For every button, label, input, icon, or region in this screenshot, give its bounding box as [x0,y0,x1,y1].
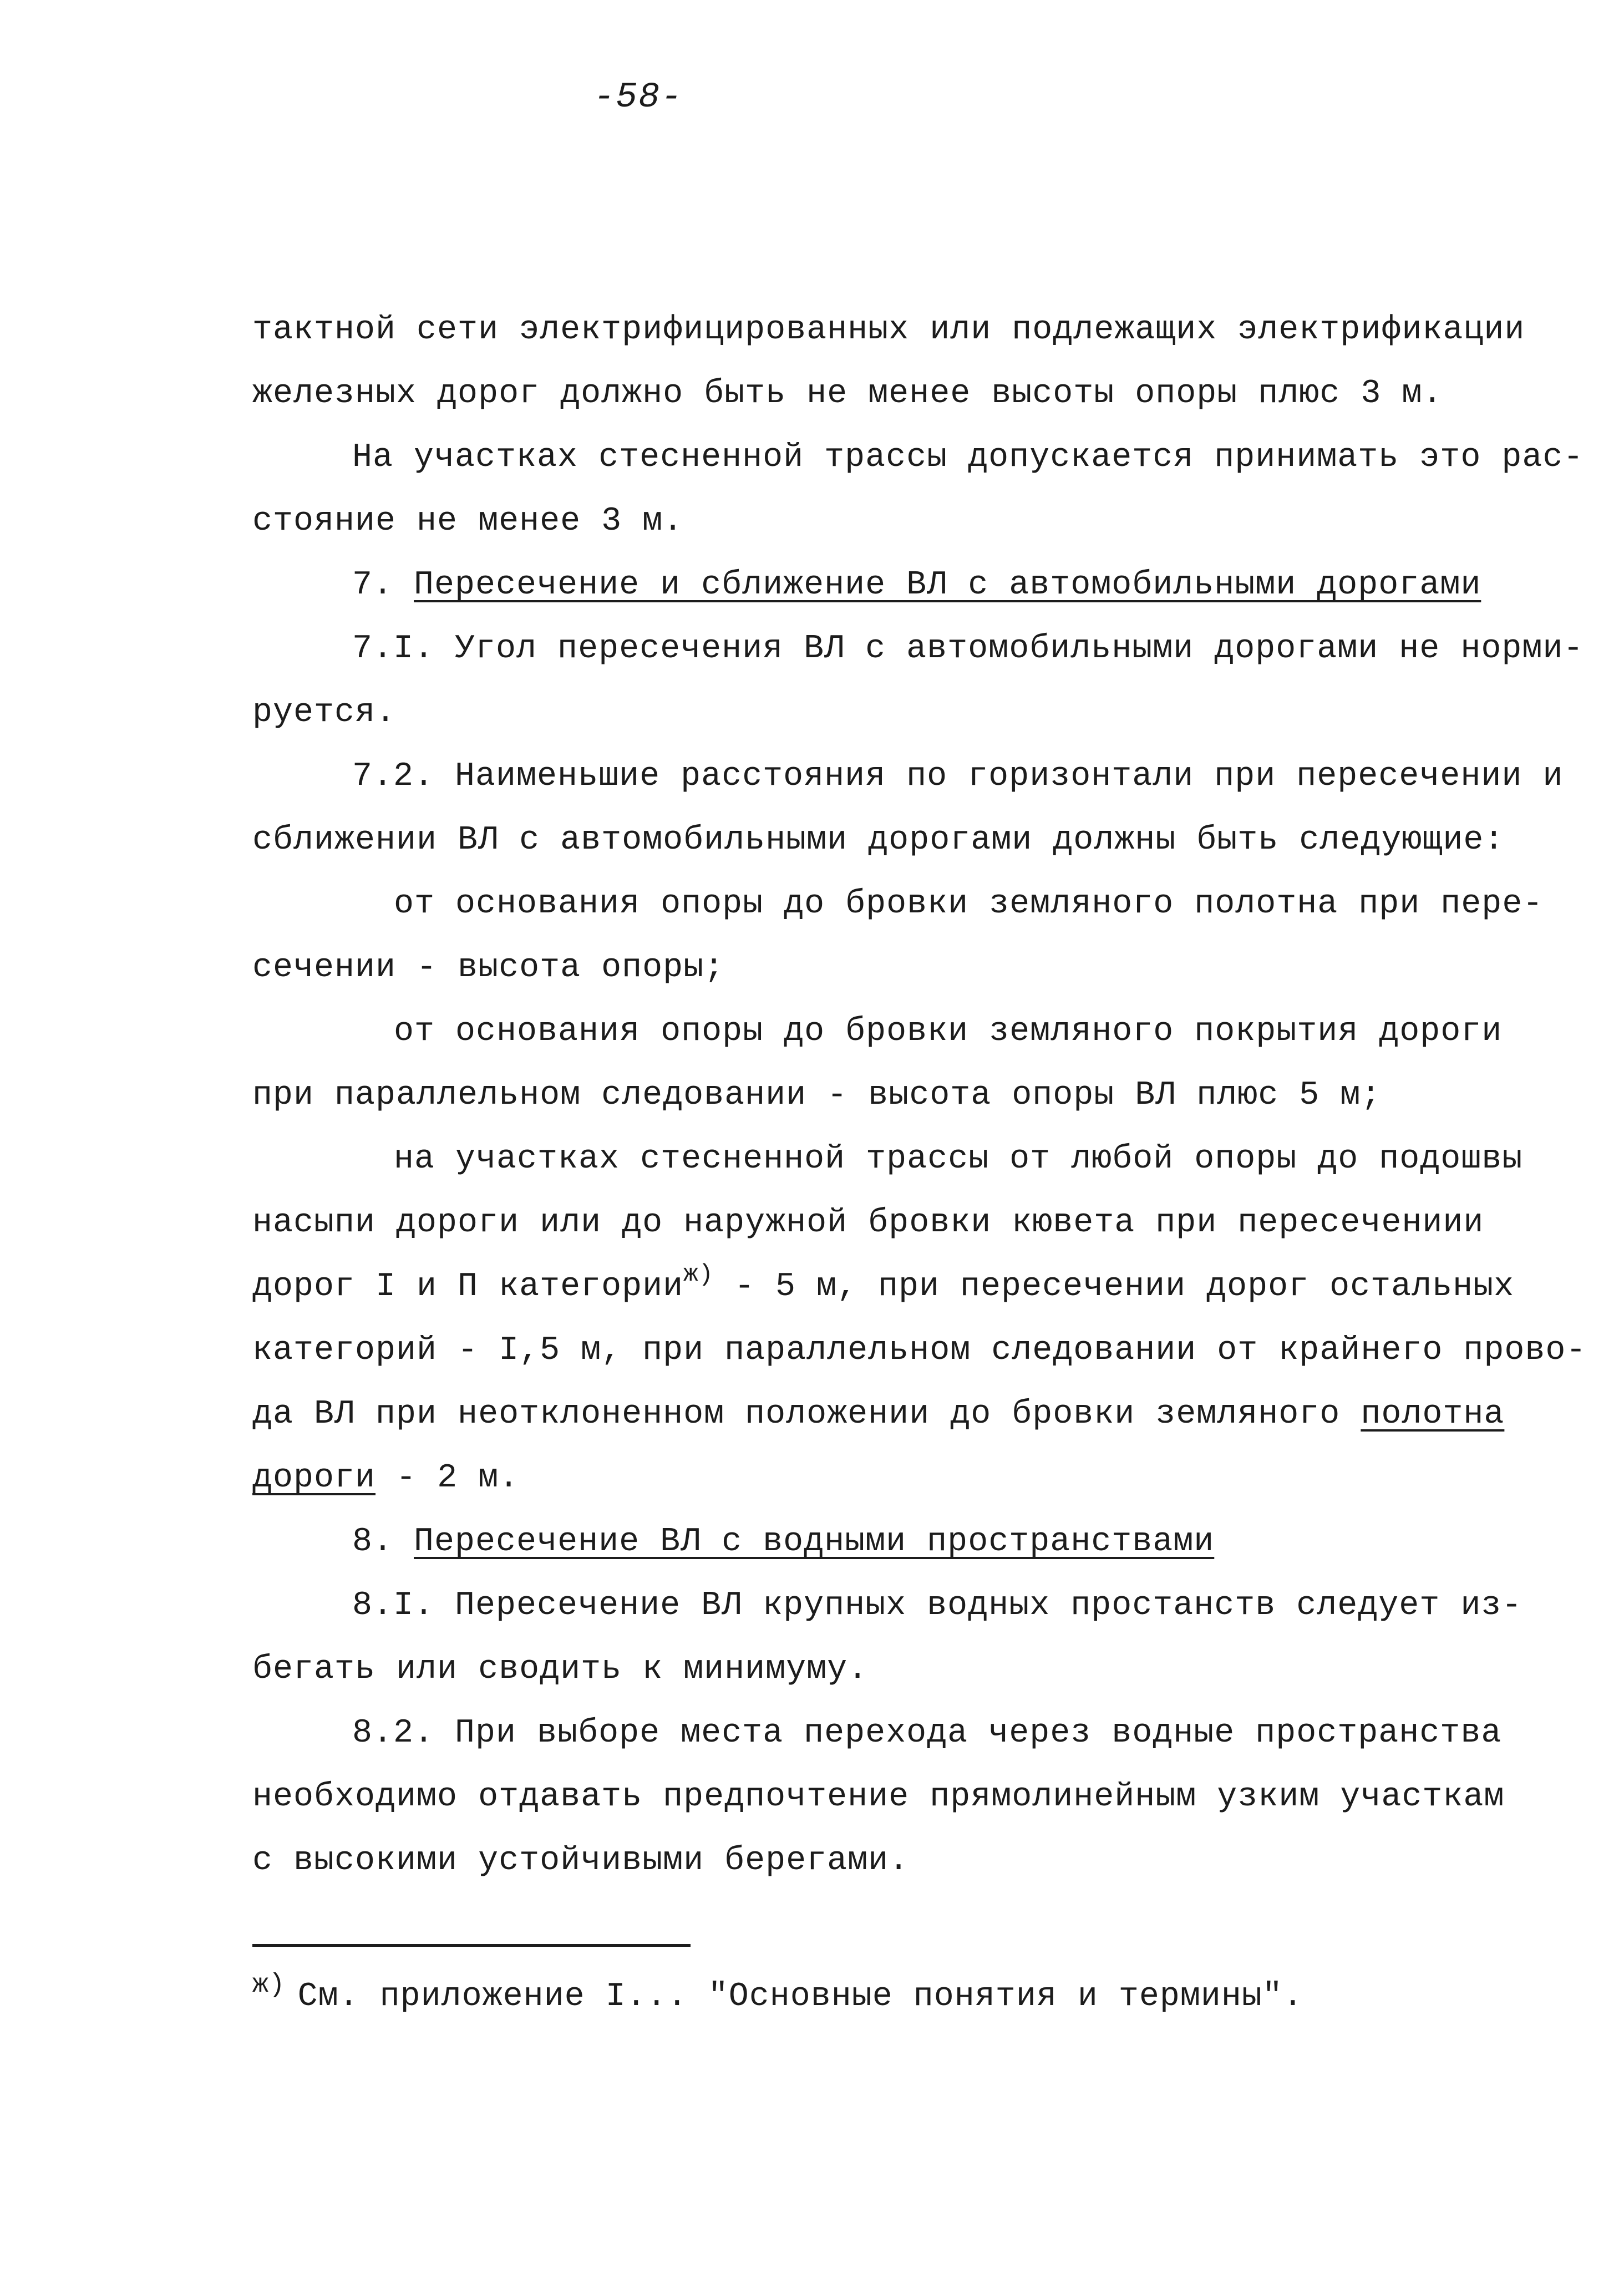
text-line: стояние не менее 3 м. [252,503,684,540]
footnote-reference: ж) [683,1261,714,1288]
section-7-title: Пересечение и сближение ВЛ с автомобильными дорогами [414,566,1481,604]
text-line: необходимо отдавать предпочтение прямолинейным узким участкам [252,1778,1505,1816]
text-line: руется. [252,694,397,732]
underlined-fragment: полотна [1361,1395,1505,1433]
text-line: 7.I. Угол пересечения ВЛ с автомобильными дорогами не норми- [352,630,1584,668]
section-8-heading [352,1520,1214,1564]
text-line: 8.I. Пересечение ВЛ крупных водных простанств следует из- [352,1587,1522,1625]
text-line: с высокими устойчивыми берегами. [252,1842,910,1880]
text-line: на участках стесненной трассы от любой опоры до подошвы [394,1140,1523,1178]
text-line: тактной сети электрифицированных или подлежащих электрификации [252,311,1525,349]
text-line: насыпи дороги или до наружной бровки кювета при пересечениии [252,1204,1484,1242]
text-line [252,1261,1515,1311]
footnote-rule [252,1944,691,1947]
footnote [252,1970,1303,2021]
text-line: от основания опоры до бровки земляного полотна при пере- [394,885,1544,923]
text-fragment: да ВЛ при неотклоненном положении до бровки земляного [252,1395,1361,1433]
footnote-mark: ж) [252,1970,286,2000]
text-line: от основания опоры до бровки земляного покрытия дороги [394,1013,1503,1050]
text-fragment: - 2 м. [375,1459,520,1497]
text-line: при параллельном следовании - высота опоры ВЛ плюс 5 м; [252,1077,1382,1114]
text-line [252,1456,519,1500]
section-7-heading [352,563,1481,607]
footnote-text: См. приложение I... "Основные понятия и термины". [297,1978,1303,2016]
text-line: категорий - I,5 м, при параллельном следовании от крайнего прово- [252,1332,1587,1369]
underlined-fragment: дороги [252,1459,376,1497]
text-line: сближении ВЛ с автомобильными дорогами должны быть следующие: [252,821,1505,859]
text-line: железных дорог должно быть не менее высоты опоры плюс 3 м. [252,375,1443,413]
section-8-title: Пересечение ВЛ с водными пространствами [414,1523,1215,1561]
text-line: На участках стесненной трассы допускается принимать это рас- [352,439,1584,476]
text-fragment: дорог I и П категории [252,1268,684,1306]
page-number: -58- [593,78,683,118]
text-line: 7.2. Наименьшие расстояния по горизонтали при пересечении и [352,758,1564,795]
section-8-number: 8. [352,1523,414,1561]
text-line [252,1392,1504,1437]
text-line: 8.2. При выборе места перехода через водные пространства [352,1714,1502,1752]
text-fragment: - 5 м, при пересечении дорог остальных [713,1268,1515,1306]
text-line: сечении - высота опоры; [252,949,725,987]
section-7-number: 7. [352,566,414,604]
text-line: бегать или сводить к минимуму. [252,1651,869,1688]
